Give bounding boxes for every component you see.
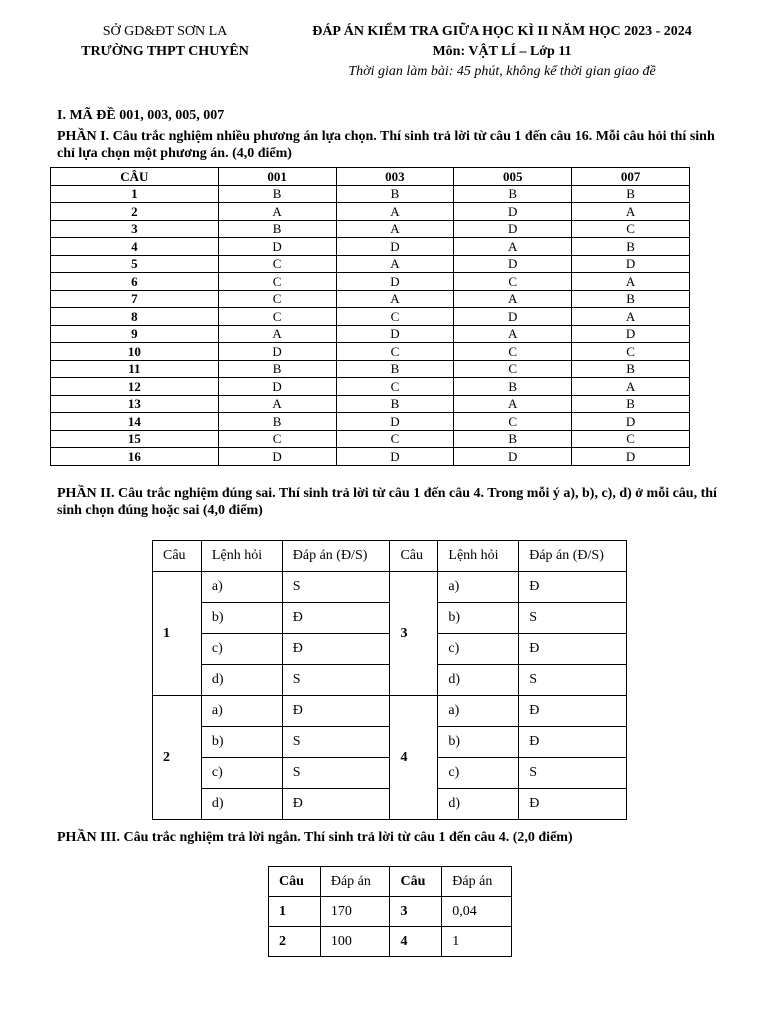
statement-label: b) <box>201 603 282 634</box>
table-row <box>153 696 627 727</box>
table-row <box>51 203 690 221</box>
answer-cell: Đ <box>282 696 390 727</box>
column-header: Câu <box>153 541 202 572</box>
column-header: Câu <box>390 541 438 572</box>
question-number: 2 <box>269 927 321 957</box>
table-row <box>51 185 690 203</box>
statement-label: c) <box>438 634 519 665</box>
answer-cell: D <box>336 238 454 256</box>
answer-cell: A <box>454 325 572 343</box>
question-number: 4 <box>390 927 442 957</box>
answer-cell: C <box>218 255 336 273</box>
answer-cell: A <box>572 273 690 291</box>
department-name: SỞ GD&ĐT SƠN LA <box>102 24 228 39</box>
answer-cell: D <box>218 448 336 466</box>
question-number: 4 <box>51 238 219 256</box>
question-number: 8 <box>51 308 219 326</box>
answer-cell: B <box>218 220 336 238</box>
answer-cell: D <box>454 203 572 221</box>
answer-cell: D <box>572 255 690 273</box>
part3-answer-table <box>268 866 512 957</box>
statement-label: d) <box>201 665 282 696</box>
answer-cell: A <box>336 203 454 221</box>
answer-cell: C <box>218 290 336 308</box>
table-row <box>51 360 690 378</box>
part3-heading: PHẦN III. Câu trắc nghiệm trả lời ngắn. Thí sinh trả lời từ câu 1 đến câu 4. (2,0 điểm) <box>57 830 573 845</box>
table-row <box>51 273 690 291</box>
answer-cell: Đ <box>282 789 390 820</box>
answer-cell: A <box>572 203 690 221</box>
answer-cell: S <box>282 665 390 696</box>
table-row <box>51 430 690 448</box>
question-number: 11 <box>51 360 219 378</box>
table-row <box>51 448 690 466</box>
column-header: Đáp án <box>320 867 390 897</box>
answer-cell: A <box>218 325 336 343</box>
answer-cell: B <box>336 395 454 413</box>
answer-cell: D <box>218 238 336 256</box>
statement-label: b) <box>201 727 282 758</box>
table-row <box>51 308 690 326</box>
column-header: 007 <box>572 168 690 186</box>
answer-cell: 0,04 <box>442 897 512 927</box>
question-number: 2 <box>153 696 202 820</box>
statement-label: b) <box>438 727 519 758</box>
school-name: TRƯỜNG THPT CHUYÊN <box>81 44 249 59</box>
answer-cell: B <box>336 185 454 203</box>
answer-cell: C <box>218 273 336 291</box>
answer-cell: C <box>218 430 336 448</box>
answer-cell: A <box>336 255 454 273</box>
statement-label: c) <box>201 758 282 789</box>
question-number: 10 <box>51 343 219 361</box>
question-number: 1 <box>153 572 202 696</box>
answer-cell: A <box>454 290 572 308</box>
column-header: 003 <box>336 168 454 186</box>
table-row <box>51 238 690 256</box>
answer-cell: C <box>336 308 454 326</box>
answer-cell: C <box>454 413 572 431</box>
answer-cell: S <box>519 758 627 789</box>
column-header: Câu <box>390 867 442 897</box>
answer-cell: D <box>336 448 454 466</box>
table-row <box>153 634 627 665</box>
answer-cell: B <box>572 360 690 378</box>
column-header: CÂU <box>51 168 219 186</box>
answer-cell: D <box>454 448 572 466</box>
answer-cell: C <box>454 343 572 361</box>
answer-cell: 170 <box>320 897 390 927</box>
question-number: 3 <box>390 897 442 927</box>
question-number: 5 <box>51 255 219 273</box>
question-number: 3 <box>51 220 219 238</box>
answer-cell: A <box>572 308 690 326</box>
answer-cell: A <box>454 238 572 256</box>
statement-label: d) <box>201 789 282 820</box>
answer-cell: D <box>336 413 454 431</box>
answer-cell: Đ <box>519 696 627 727</box>
statement-label: a) <box>201 696 282 727</box>
table-row <box>51 395 690 413</box>
answer-cell: 1 <box>442 927 512 957</box>
answer-cell: B <box>572 185 690 203</box>
answer-cell: B <box>218 360 336 378</box>
answer-cell: A <box>454 395 572 413</box>
answer-cell: B <box>572 238 690 256</box>
answer-cell: Đ <box>519 572 627 603</box>
document-title: ĐÁP ÁN KIỂM TRA GIỮA HỌC KÌ II NĂM HỌC 2023 - 2024 <box>312 24 692 39</box>
answer-cell: C <box>218 308 336 326</box>
answer-cell: B <box>454 430 572 448</box>
question-number: 1 <box>51 185 219 203</box>
statement-label: a) <box>438 696 519 727</box>
table-row <box>153 572 627 603</box>
answer-cell: B <box>454 185 572 203</box>
table-row <box>153 603 627 634</box>
answer-cell: B <box>572 290 690 308</box>
statement-label: a) <box>438 572 519 603</box>
question-number: 14 <box>51 413 219 431</box>
answer-cell: Đ <box>282 603 390 634</box>
answer-cell: C <box>572 430 690 448</box>
column-header: Đáp án (Đ/S) <box>282 541 390 572</box>
question-number: 4 <box>390 696 438 820</box>
column-header: Lệnh hỏi <box>201 541 282 572</box>
exam-codes-heading: I. MÃ ĐỀ 001, 003, 005, 007 <box>57 108 225 123</box>
statement-label: d) <box>438 665 519 696</box>
answer-cell: D <box>336 325 454 343</box>
statement-label: a) <box>201 572 282 603</box>
answer-cell: A <box>218 395 336 413</box>
answer-cell: D <box>572 448 690 466</box>
table-row <box>51 378 690 396</box>
answer-cell: D <box>572 325 690 343</box>
table-row <box>51 413 690 431</box>
subject-line: Môn: VẬT LÍ – Lớp 11 <box>432 44 572 59</box>
answer-cell: C <box>454 273 572 291</box>
question-number: 9 <box>51 325 219 343</box>
table-row <box>51 220 690 238</box>
question-number: 1 <box>269 897 321 927</box>
answer-cell: D <box>336 273 454 291</box>
part1-heading: PHẦN I. Câu trắc nghiệm nhiều phương án lựa chọn. Thí sinh trả lời từ câu 1 đến câu 16. Mỗi câu hỏi thí sinh chỉ lựa chọn một phương án. (4,0 điểm) <box>57 129 715 161</box>
answer-cell: B <box>336 360 454 378</box>
answer-cell: C <box>336 378 454 396</box>
part1-answer-table <box>50 167 690 466</box>
column-header: Đáp án <box>442 867 512 897</box>
answer-cell: S <box>282 727 390 758</box>
question-number: 6 <box>51 273 219 291</box>
question-number: 15 <box>51 430 219 448</box>
answer-cell: C <box>336 430 454 448</box>
answer-cell: D <box>572 413 690 431</box>
table-row <box>269 897 512 927</box>
answer-cell: C <box>454 360 572 378</box>
table-row <box>51 255 690 273</box>
statement-label: c) <box>201 634 282 665</box>
answer-cell: A <box>336 220 454 238</box>
answer-cell: Đ <box>519 789 627 820</box>
statement-label: b) <box>438 603 519 634</box>
column-header: 001 <box>218 168 336 186</box>
answer-cell: S <box>519 603 627 634</box>
answer-cell: S <box>519 665 627 696</box>
statement-label: c) <box>438 758 519 789</box>
answer-cell: D <box>454 255 572 273</box>
part2-heading: PHẦN II. Câu trắc nghiệm đúng sai. Thí sinh trả lời từ câu 1 đến câu 4. Trong mỗi ý a), b), c), d) ở mỗi câu, thí sinh chọn đúng hoặc sai (4,0 điểm) <box>57 486 717 518</box>
column-header: Đáp án (Đ/S) <box>519 541 627 572</box>
answer-cell: Đ <box>282 634 390 665</box>
answer-cell: 100 <box>320 927 390 957</box>
question-number: 2 <box>51 203 219 221</box>
statement-label: d) <box>438 789 519 820</box>
answer-cell: A <box>218 203 336 221</box>
answer-cell: B <box>218 185 336 203</box>
answer-cell: D <box>454 220 572 238</box>
column-header: 005 <box>454 168 572 186</box>
answer-cell: D <box>218 343 336 361</box>
answer-cell: C <box>572 343 690 361</box>
column-header: Câu <box>269 867 321 897</box>
answer-cell: S <box>282 572 390 603</box>
question-number: 12 <box>51 378 219 396</box>
question-number: 7 <box>51 290 219 308</box>
time-note: Thời gian làm bài: 45 phút, không kể thời gian giao đề <box>348 64 656 79</box>
table-row <box>153 665 627 696</box>
answer-cell: B <box>572 395 690 413</box>
part2-answer-table <box>152 540 627 820</box>
answer-cell: A <box>336 290 454 308</box>
table-row <box>153 758 627 789</box>
answer-cell: D <box>454 308 572 326</box>
table-row <box>269 927 512 957</box>
column-header: Lệnh hỏi <box>438 541 519 572</box>
answer-cell: Đ <box>519 727 627 758</box>
question-number: 3 <box>390 572 438 696</box>
question-number: 13 <box>51 395 219 413</box>
table-row <box>51 343 690 361</box>
table-row <box>51 290 690 308</box>
answer-cell: Đ <box>519 634 627 665</box>
answer-cell: C <box>572 220 690 238</box>
answer-cell: B <box>454 378 572 396</box>
answer-cell: C <box>336 343 454 361</box>
table-row <box>51 325 690 343</box>
answer-cell: A <box>572 378 690 396</box>
question-number: 16 <box>51 448 219 466</box>
answer-cell: B <box>218 413 336 431</box>
table-row <box>153 789 627 820</box>
table-row <box>153 727 627 758</box>
answer-cell: D <box>218 378 336 396</box>
answer-cell: S <box>282 758 390 789</box>
